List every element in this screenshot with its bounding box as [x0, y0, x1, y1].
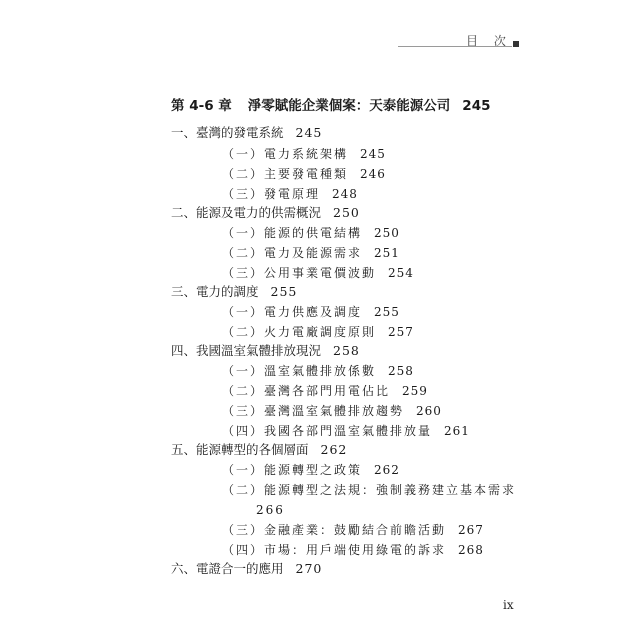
toc-text: 六、電證合一的應用 — [171, 561, 284, 576]
toc-page: 267 — [458, 523, 484, 537]
toc-text: （一）溫室氣體排放係數 — [222, 364, 377, 378]
toc-subsection — [222, 146, 386, 162]
toc-section — [171, 205, 360, 221]
toc-text: （一）電力供應及調度 — [222, 305, 363, 319]
toc-text: （三）公用事業電價波動 — [222, 266, 377, 280]
toc-page: 261 — [444, 424, 470, 438]
toc-text: （一）能源的供電結構 — [222, 226, 363, 240]
toc-text: （二）臺灣各部門用電佔比 — [222, 384, 391, 398]
toc-text: 一、臺灣的發電系統 — [171, 125, 284, 140]
toc-subsection — [222, 225, 400, 241]
toc-text: 四、我國溫室氣體排放現況 — [171, 343, 322, 358]
toc-page: 254 — [388, 266, 414, 280]
toc-page: 250 — [374, 226, 400, 240]
toc-text: （一）能源轉型之政策 — [222, 463, 363, 477]
toc-subsection — [222, 542, 484, 558]
toc-text: （二）主要發電種類 — [222, 167, 349, 181]
toc-page: 257 — [388, 325, 414, 339]
chapter-title: 淨零賦能企業個案：天泰能源公司 — [247, 98, 451, 114]
running-header-title: 目 次 — [466, 34, 512, 48]
toc-subsection — [222, 403, 442, 419]
toc-section — [171, 343, 360, 359]
toc-text: 三、電力的調度 — [171, 284, 259, 299]
toc-subsection — [222, 304, 400, 320]
toc-subsection — [222, 363, 414, 379]
toc-subsection — [222, 324, 414, 340]
toc-page: 246 — [360, 167, 386, 181]
toc-page: 260 — [416, 404, 442, 418]
toc-subsection — [222, 166, 386, 182]
chapter-heading — [171, 94, 490, 114]
toc-page: 262 — [374, 463, 400, 477]
toc-page: 255 — [374, 305, 400, 319]
toc-section — [171, 561, 322, 577]
toc-text: （二）火力電廠調度原則 — [222, 325, 377, 339]
toc-page: 250 — [333, 205, 360, 220]
toc-subsection — [222, 186, 358, 202]
toc-page: 262 — [320, 442, 348, 457]
toc-page: 268 — [458, 543, 484, 557]
toc-subsection — [222, 462, 400, 478]
toc-text: （四）市場：用戶端使用綠電的訴求 — [222, 543, 447, 557]
toc-subsection — [222, 482, 516, 498]
toc-subsection — [222, 423, 470, 439]
chapter-number: 第 4-6 章 — [171, 98, 232, 114]
header-square-mark — [513, 41, 519, 47]
toc-text: （二）能源轉型之法規：強制義務建立基本需求 — [222, 483, 517, 497]
toc-page: 255 — [270, 284, 298, 299]
toc-text: （四）我國各部門溫室氣體排放量 — [222, 424, 433, 438]
toc-page: 251 — [374, 246, 400, 260]
page-folio: ix — [503, 598, 514, 612]
toc-section — [171, 125, 322, 141]
toc-text: 五、能源轉型的各個層面 — [171, 442, 309, 457]
toc-subsection — [222, 265, 414, 281]
toc-text: （一）電力系統架構 — [222, 147, 349, 161]
toc-subsection — [222, 245, 400, 261]
toc-subsection — [222, 522, 484, 538]
toc-text: （三）發電原理 — [222, 187, 321, 201]
toc-section — [171, 284, 297, 300]
toc-page: 248 — [332, 187, 358, 201]
chapter-page: 245 — [462, 98, 491, 114]
toc-text: （三）金融產業：鼓勵結合前瞻活動 — [222, 523, 447, 537]
toc-text: 二、能源及電力的供需概況 — [171, 205, 322, 220]
toc-page: 259 — [402, 384, 428, 398]
toc-text: （三）臺灣溫室氣體排放趨勢 — [222, 404, 405, 418]
toc-page: 245 — [295, 125, 323, 140]
toc-page: 258 — [333, 343, 360, 358]
toc-text: 266 — [256, 503, 285, 517]
toc-page: 245 — [360, 147, 386, 161]
toc-section — [171, 442, 347, 458]
toc-text: （二）電力及能源需求 — [222, 246, 363, 260]
toc-subsection-wrapped-page — [256, 502, 285, 518]
header-rule — [398, 46, 512, 47]
toc-subsection — [222, 383, 428, 399]
toc-page: 258 — [388, 364, 414, 378]
toc-page: 270 — [295, 561, 323, 576]
